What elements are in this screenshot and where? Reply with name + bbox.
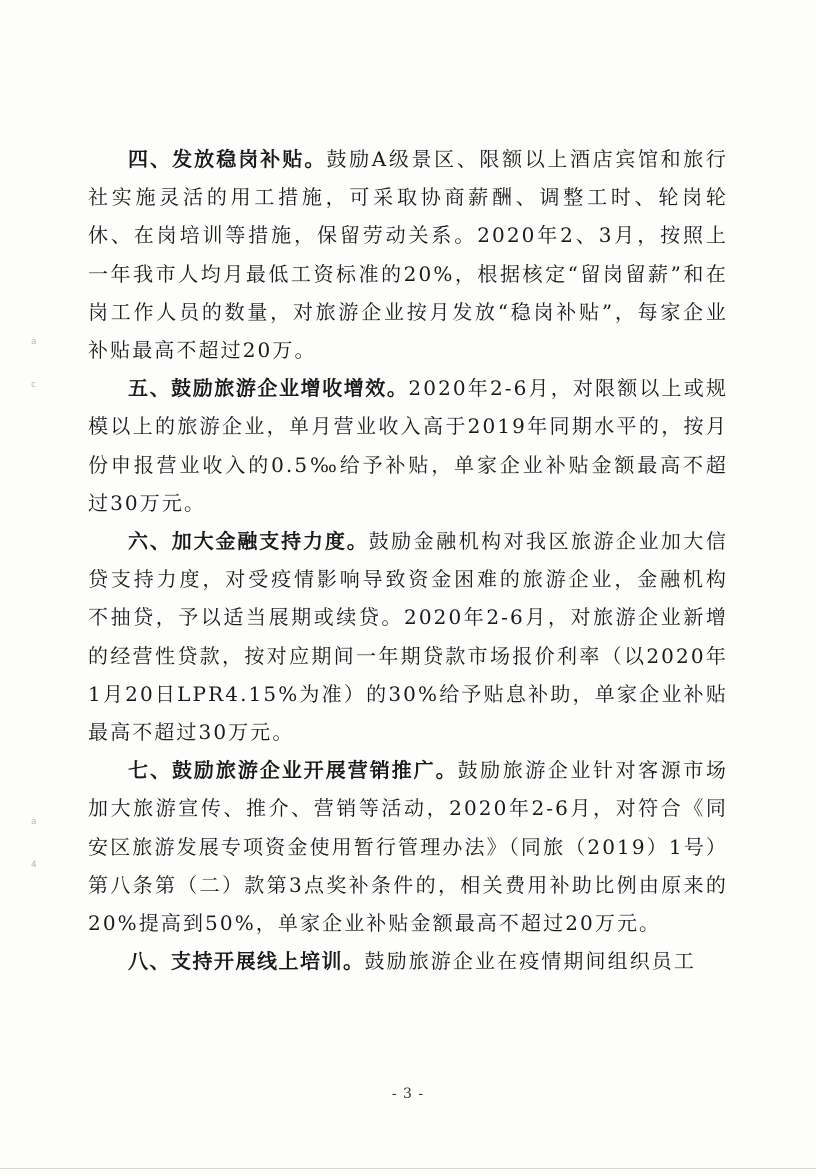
scan-bottom-edge — [0, 1168, 816, 1169]
paragraph-financial-support — [88, 522, 728, 751]
paragraph-text: 鼓励旅游企业针对客源市场加大旅游宣传、推介、营销等活动，2020年2-6月，对符合《同安区旅游发展专项资金使用暂行管理办法》（同旅（2019）1号）第八条第（二）款第3点奖补条件的，相关费用补助比例由原来的20%提高到50%，单家企业补贴金额最高不超过20万元。 — [88, 758, 729, 936]
scan-margin-mark: a — [31, 337, 37, 347]
paragraph-heading: 六、加大金融支持力度。 — [128, 529, 369, 554]
document-body — [88, 140, 728, 980]
paragraph-stabilize-jobs-subsidy — [88, 140, 728, 369]
scan-margin-mark: 4 — [31, 860, 37, 870]
paragraph-text: 鼓励金融机构对我区旅游企业加大信贷支持力度，对受疫情影响导致资金困难的旅游企业，金融机构不抽贷，予以适当展期或续贷。2020年2-6月，对旅游企业新增的经营性贷款，按对应期间一年期贷款市场报价利率（以2020年1月20日LPR4.15%为准）的30%给予贴息补助，单家企业补贴最高不超过30万元。 — [88, 529, 728, 745]
paragraph-heading: 五、鼓励旅游企业增收增效。 — [128, 376, 409, 401]
paragraph-text: 鼓励A级景区、限额以上酒店宾馆和旅行社实施灵活的用工措施，可采取协商薪酬、调整工时、轮岗轮休、在岗培训等措施，保留劳动关系。2020年2、3月，按照上一年我市人均月最低工资标准的20%，根据核定“留岗留薪”和在岗工作人员的数量，对旅游企业按月发放“稳岗补贴”，每家企业补贴最高不超过20万。 — [88, 147, 728, 363]
scan-margin-mark: a — [31, 817, 37, 827]
paragraph-text: 2020年2-6月，对限额以上或规模以上的旅游企业，单月营业收入高于2019年同期水平的，按月份申报营业收入的0.5‰给予补贴，单家企业补贴金额最高不超过30万元。 — [88, 376, 729, 515]
paragraph-heading: 七、鼓励旅游企业开展营销推广。 — [128, 758, 458, 783]
paragraph-revenue-growth — [88, 369, 728, 522]
paragraph-heading: 四、发放稳岗补贴。 — [128, 147, 327, 171]
page-number: - 3 - — [391, 1086, 425, 1102]
paragraph-heading: 八、支持开展线上培训。 — [128, 949, 365, 974]
paragraph-text: 鼓励旅游企业在疫情期间组织员工 — [364, 949, 696, 974]
scan-margin-mark: c — [31, 380, 36, 390]
paragraph-online-training — [88, 942, 728, 980]
paragraph-marketing-promotion — [88, 751, 728, 942]
